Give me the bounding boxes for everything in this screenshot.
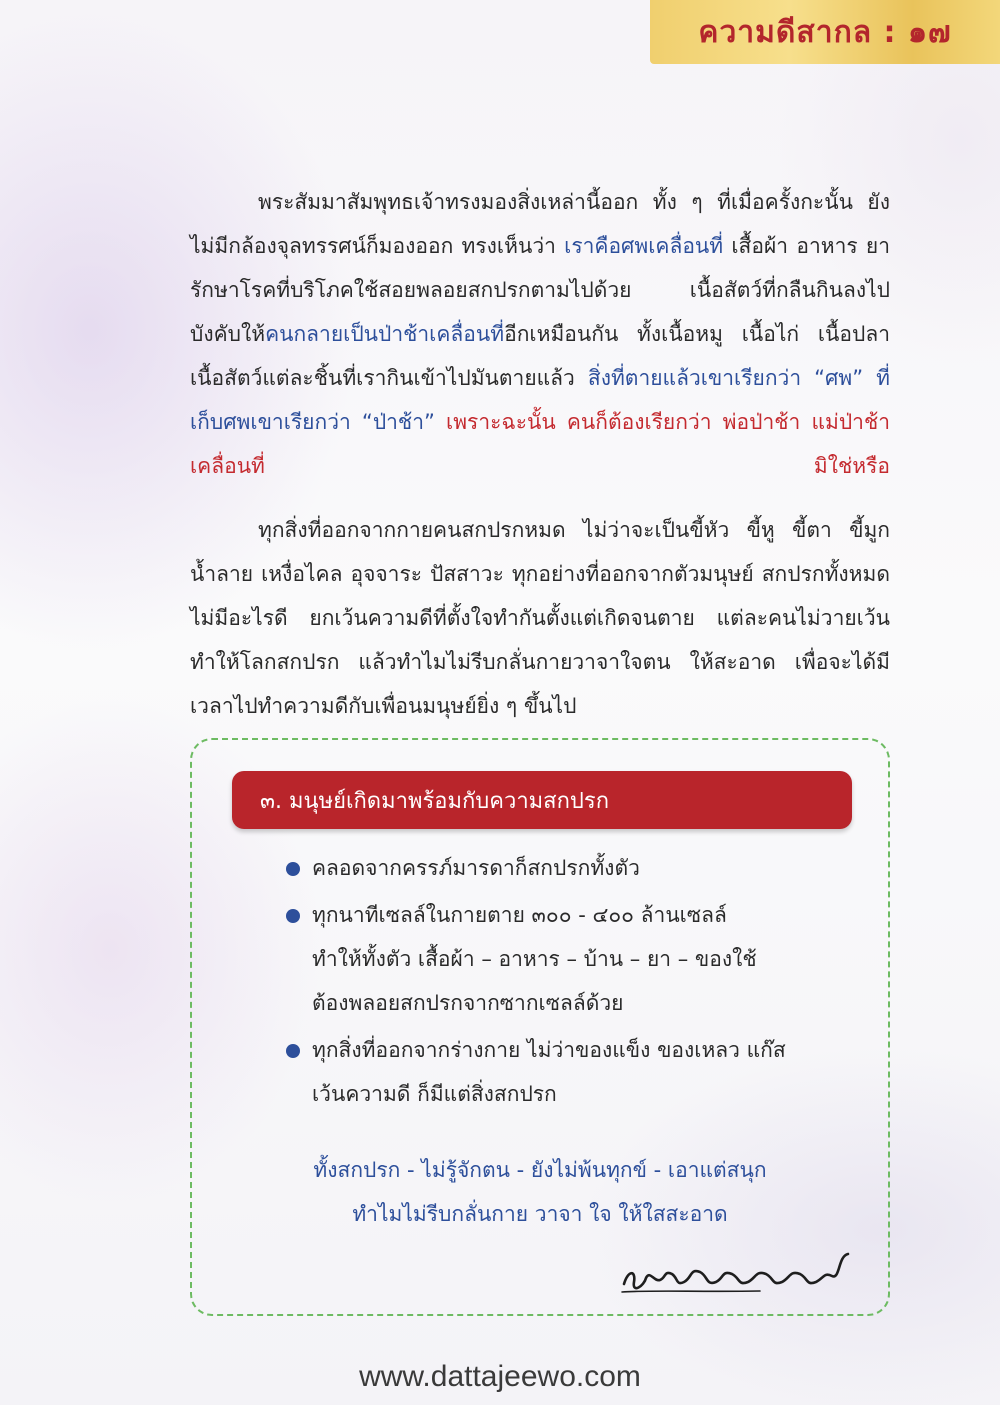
list-item xyxy=(288,893,858,1025)
list-item xyxy=(288,1028,858,1116)
paragraph-2-text: ทุกสิ่งที่ออกจากกายคนสกปรกหมด ไม่ว่าจะเป็นขี้หัว ขี้หู ขี้ตา ขี้มูก น้ำลาย เหงื่อไคล อุจจาระ ปัสสาวะ ทุกอย่างที่ออกจากตัวมนุษย์ สกปรกทั้งหมดไม่มีอะไรดี ยกเว้นความดีที่ตั้งใจทำกันตั้งแต่เกิดจนตาย แต่ละคนไม่วายเว้นทำให้โลกสกปรก แล้วทำไมไม่รีบกลั่นกายวาจาใจตน ให้สะอาด เพื่อจะได้มีเวลาไปทำความดีกับเพื่อนมนุษย์ยิ่ง ๆ ขึ้นไป xyxy=(190,518,890,718)
closing-line-2: ทำไมไม่รีบกลั่นกาย วาจา ใจ ให้ใสสะอาด xyxy=(352,1202,728,1226)
bullet-line: เว้นความดี ก็มีแต่สิ่งสกปรก xyxy=(312,1082,557,1106)
emphasis-walking-corpse: เราคือศพเคลื่อนที่ xyxy=(564,234,724,258)
header-tab xyxy=(650,0,1000,64)
paragraph-1 xyxy=(190,180,890,488)
bullet-line: คลอดจากครรภ์มารดาก็สกปรกทั้งตัว xyxy=(312,856,640,880)
bullet-dot-icon xyxy=(286,909,300,923)
bullet-dot-icon xyxy=(286,1044,300,1058)
emphasis-corpse-cemetery: สิ่งที่ตายแล้วเขาเรียกว่า “ศพ” ที่เก็บศพเขาเรียกว่า “ป่าช้า” xyxy=(190,366,890,434)
footer-url: www.dattajeewo.com xyxy=(359,1360,641,1393)
paragraph-1-text: พระสัมมาสัมพุทธเจ้าทรงมองสิ่งเหล่านี้ออก ทั้ง ๆ ที่เมื่อครั้งกะนั้น ยังไม่มีกล้องจุลทรรศน์ก็มองออก ทรงเห็นว่า xyxy=(190,190,890,258)
bullet-line: ทุกนาทีเซลล์ในกายตาย ๓๐๐ - ๔๐๐ ล้านเซลล์ xyxy=(312,903,727,927)
paragraph-1-text-3: อีกเหมือนกัน ทั้งเนื้อหมู เนื้อไก่ เนื้อปลา เนื้อสัตว์แต่ละชิ้นที่เรากินเข้าไปมันตายแล้ว xyxy=(190,322,890,390)
bullet-line: ทำให้ทั้งตัว เสื้อผ้า – อาหาร – บ้าน – ยา – ของใช้ xyxy=(312,947,757,971)
section-title: ๓. มนุษย์เกิดมาพร้อมกับความสกปรก xyxy=(260,788,610,814)
bullet-line: ทุกสิ่งที่ออกจากร่างกาย ไม่ว่าของแข็ง ของเหลว แก๊ส xyxy=(312,1038,786,1062)
bullet-dot-icon xyxy=(286,862,300,876)
bullet-line: ต้องพลอยสกปรกจากซากเซลล์ด้วย xyxy=(312,991,624,1015)
paragraph-1-text-2: เสื้อผ้า อาหาร ยารักษาโรคที่บริโภคใช้สอยพลอยสกปรกตามไปด้วย เนื้อสัตว์ที่กลืนกินลงไป บังคับให้ xyxy=(190,234,890,346)
closing-line-1: ทั้งสกปรก - ไม่รู้จักตน - ยังไม่พ้นทุกข์ - เอาแต่สนุก xyxy=(313,1158,767,1182)
signature-image xyxy=(610,1248,870,1298)
section-heading xyxy=(232,771,852,829)
emphasis-conclusion: เพราะฉะนั้น คนก็ต้องเรียกว่า พ่อป่าช้า แม่ป่าช้าเคลื่อนที่ มิใช่หรือ xyxy=(190,410,891,478)
paragraph-2 xyxy=(190,508,890,728)
page-title: ความดีสากล : ๑๗ xyxy=(698,14,952,50)
list-item xyxy=(288,846,858,890)
emphasis-walking-cemetery: คนกลายเป็นป่าช้าเคลื่อนที่ xyxy=(265,322,505,346)
bullet-list xyxy=(288,846,858,1119)
